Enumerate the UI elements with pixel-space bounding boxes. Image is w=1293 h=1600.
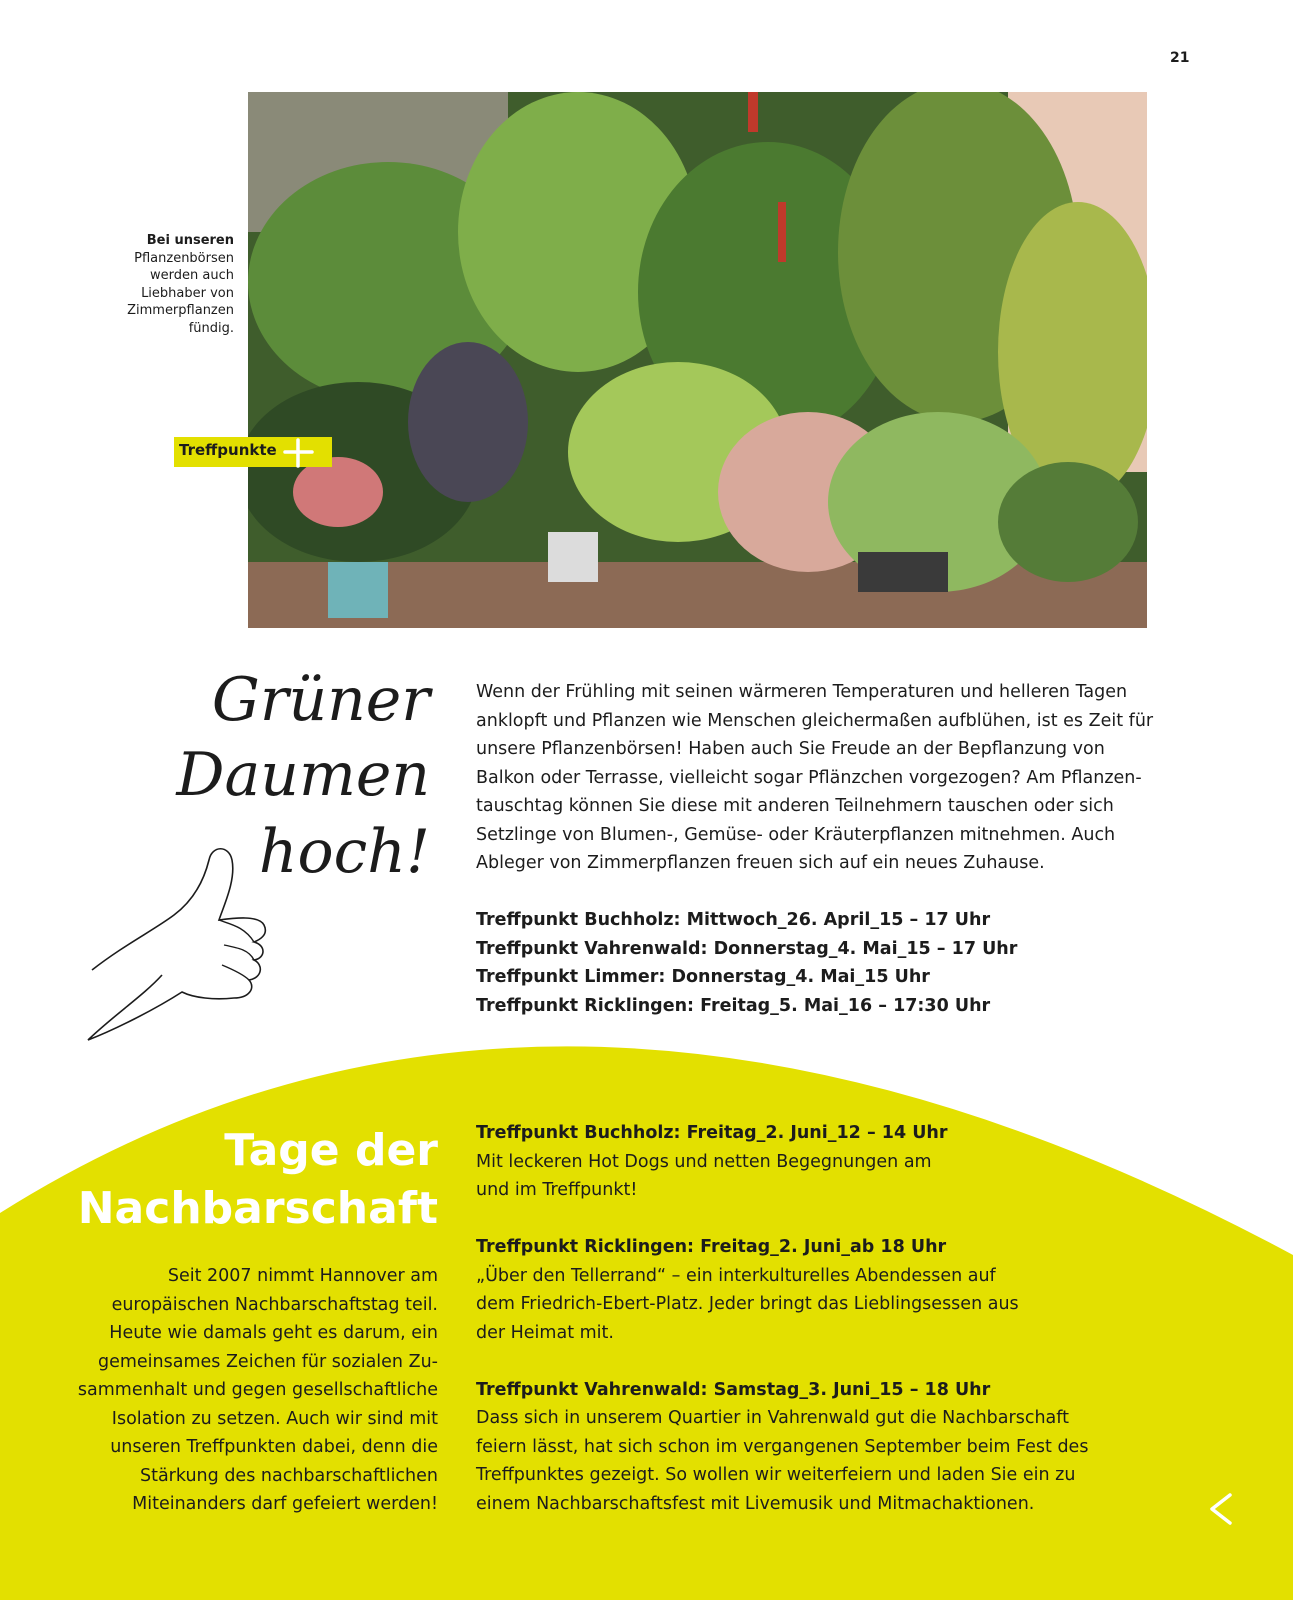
neighborhood-events bbox=[476, 1119, 1156, 1547]
photo-caption bbox=[90, 232, 234, 337]
thumbs-up-icon bbox=[84, 840, 274, 1045]
caption-bold: Bei unseren bbox=[146, 233, 234, 248]
section-heading-line2: Nachbarschaft bbox=[77, 1183, 438, 1234]
handwritten-title-line3: hoch! bbox=[258, 817, 430, 887]
event-description: Dass sich in unserem Quartier in Vahrenwald gut die Nachbarschaft feiern lässt, hat sich schon im vergangenen September beim Fest des Treffpunktes gezeigt. So wollen wir weiterfeiern und laden Sie ein zu einem Nachbarschaftsfest mit Livemusik und Mitmachaktionen. bbox=[476, 1408, 1089, 1514]
intro-paragraph: Wenn der Frühling mit seinen wärmeren Temperaturen und helleren Tagen anklopft und Pflanzen wie Menschen gleichermaßen aufblühen, ist es Zeit für unsere Pflanzenbörsen! Haben auch Sie Freude an der Bepflanzung von Balkon oder Terrasse, vielleicht sogar Pflänzchen vorgezogen? Am Pflanzentauschtag können Sie diese mit anderen Teilnehmern tauschen oder sich Setzlinge von Blumen-, Gemüse- oder Kräuterpflanzen mitnehmen. Auch Ableger von Zimmerpflanzen freuen sich auf ein neues Zuhause. bbox=[476, 682, 1154, 873]
event-item bbox=[476, 1233, 1156, 1347]
page-number: 21 bbox=[1170, 50, 1190, 66]
schedule-item: Treffpunkt Limmer: Donnerstag_4. Mai_15 Uhr bbox=[476, 967, 930, 987]
section-heading bbox=[60, 1122, 438, 1238]
event-description: Mit leckeren Hot Dogs und netten Begegnungen am und im Treffpunkt! bbox=[476, 1151, 932, 1200]
event-item bbox=[476, 1119, 1156, 1205]
event-title: Treffpunkt Vahrenwald: Samstag_3. Juni_15 – 18 Uhr bbox=[476, 1379, 991, 1400]
section-heading-line1: Tage der bbox=[224, 1125, 438, 1176]
handwritten-title-line1: Grüner bbox=[211, 665, 430, 735]
schedule-item: Treffpunkt Ricklingen: Freitag_5. Mai_16 – 17:30 Uhr bbox=[476, 995, 991, 1016]
plants-photo bbox=[248, 92, 1147, 628]
section-tag-label: Treffpunkte bbox=[179, 441, 277, 459]
plus-icon bbox=[280, 434, 316, 470]
schedule-item: Treffpunkt Buchholz: Mittwoch_26. April_15 – 17 Uhr bbox=[476, 910, 991, 930]
intro-text-block bbox=[476, 678, 1156, 878]
plant-swap-schedule bbox=[476, 906, 1176, 1020]
section-intro-text: Seit 2007 nimmt Hannover am europäischen Nachbarschaftstag teil. Heute wie damals geht es darum, ein gemeinsames Zeichen für sozialen Zusammenhalt und gegen gesellschaftliche Isolation zu setzen. Auch wir sind mit unseren Treffpunkten dabei, denn die Stärkung des nachbarschaftlichen Miteinanders darf gefeiert werden! bbox=[77, 1266, 438, 1514]
caption-text: Pflanzenbörsen werden auch Liebhaber von Zimmerpflanzen fündig. bbox=[127, 250, 234, 336]
schedule-item: Treffpunkt Vahrenwald: Donnerstag_4. Mai_15 – 17 Uhr bbox=[476, 938, 1018, 959]
handwritten-title-line2: Daumen bbox=[176, 740, 430, 810]
event-title: Treffpunkt Ricklingen: Freitag_2. Juni_ab 18 Uhr bbox=[476, 1237, 947, 1257]
event-title: Treffpunkt Buchholz: Freitag_2. Juni_12 – 14 Uhr bbox=[476, 1123, 948, 1143]
chevron-left-icon[interactable] bbox=[1206, 1492, 1236, 1526]
event-item bbox=[476, 1376, 1156, 1519]
section-tag bbox=[174, 437, 332, 467]
event-description: „Über den Tellerrand“ – ein interkulturelles Abendessen auf dem Friedrich-Ebert-Platz. Jeder bringt das Lieblingsessen aus der Heimat mit. bbox=[476, 1265, 1019, 1343]
